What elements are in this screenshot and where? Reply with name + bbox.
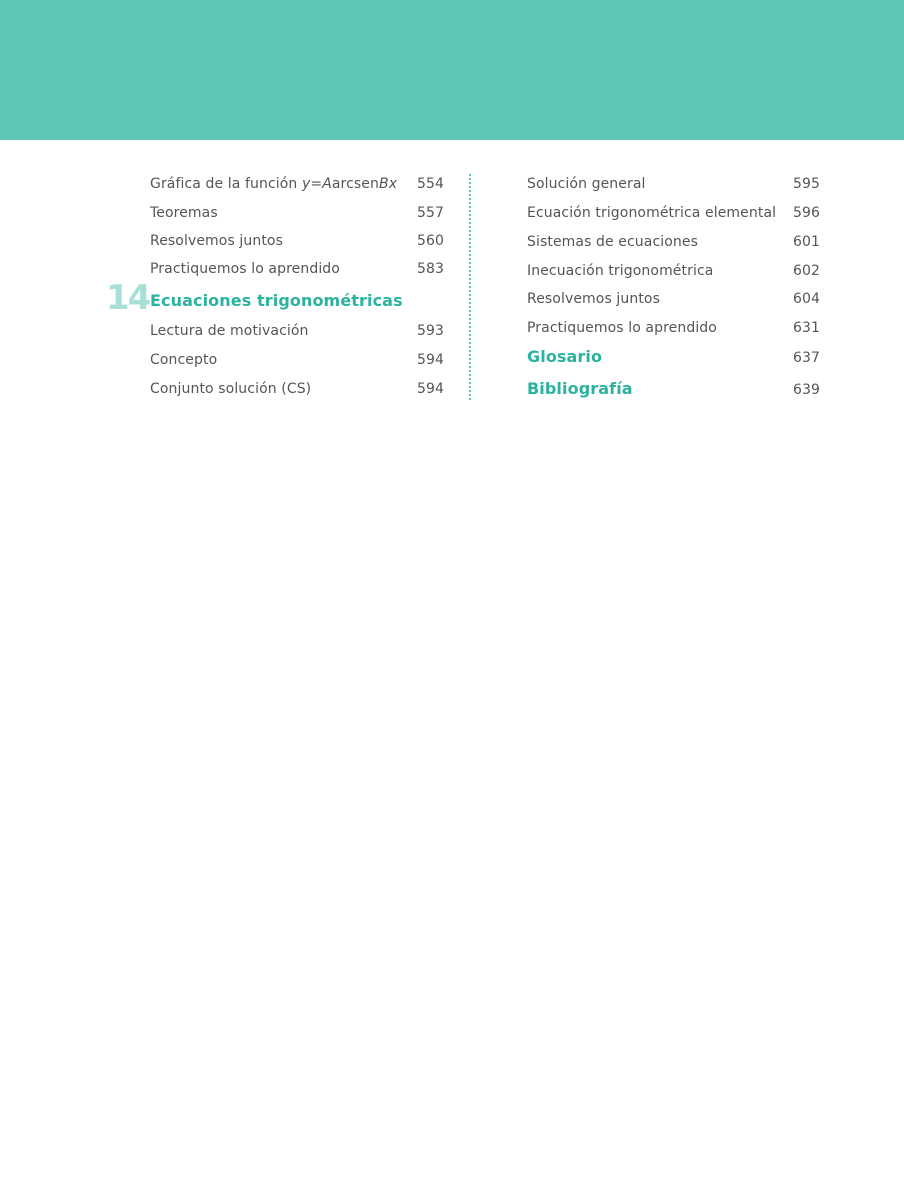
toc-entry-label: Teoremas	[150, 205, 218, 221]
toc-entry[interactable]	[150, 317, 444, 346]
toc-entry[interactable]	[527, 199, 820, 228]
toc-entry-page: 637	[792, 350, 820, 366]
toc-entry-label: Practiquemos lo aprendido	[150, 261, 340, 277]
section-glosario[interactable]	[527, 343, 820, 375]
toc-entry-label: Inecuación trigonométrica	[527, 263, 714, 279]
toc-entry-page: 604	[792, 291, 820, 307]
toc-entry-label: Sistemas de ecuaciones	[527, 234, 698, 250]
toc-entry[interactable]	[527, 285, 820, 314]
toc-entry-page: 631	[792, 320, 820, 336]
toc-entry-label: Lectura de motivación	[150, 323, 309, 339]
toc-entry-page: 560	[416, 233, 444, 249]
toc-entry-page: 557	[416, 205, 444, 221]
toc-entry[interactable]	[150, 227, 444, 255]
toc-entry[interactable]	[527, 314, 820, 343]
toc-entry-label: Resolvemos juntos	[150, 233, 283, 249]
toc-left-column	[106, 170, 444, 404]
section-title: Glosario	[527, 347, 603, 366]
toc-entry-label: Concepto	[150, 352, 218, 368]
toc-entry-label: Ecuación trigonométrica elemental	[527, 205, 777, 221]
column-divider	[469, 174, 471, 400]
toc-entry-label: Conjunto solución (CS)	[150, 381, 312, 397]
chapter-number: 14	[106, 278, 150, 318]
chapter-title: Ecuaciones trigonométricas	[150, 291, 403, 310]
toc-entry-page: 601	[792, 234, 820, 250]
toc-entry-label: Solución general	[527, 176, 646, 192]
toc-entry-page: 595	[792, 176, 820, 192]
toc-entry[interactable]	[150, 199, 444, 227]
toc-entry[interactable]	[150, 375, 444, 404]
toc-entry-page: 583	[416, 261, 444, 277]
chapter-heading[interactable]	[106, 278, 444, 318]
toc-entry-page: 594	[416, 381, 444, 397]
toc-entry-page: 639	[792, 382, 820, 398]
toc-entry-page: 554	[416, 176, 444, 192]
toc-entry[interactable]	[150, 346, 444, 375]
toc-entry-label: Gráfica de la función y=AarcsenBx	[150, 176, 398, 192]
toc-entry-page: 593	[416, 323, 444, 339]
toc-entry[interactable]	[527, 228, 820, 257]
section-bibliografia[interactable]	[527, 375, 820, 407]
section-title: Bibliografía	[527, 379, 633, 398]
toc-entry[interactable]	[150, 255, 444, 283]
toc-entry-label: Practiquemos lo aprendido	[527, 320, 717, 336]
toc-entry-label: Resolvemos juntos	[527, 291, 660, 307]
toc-right-column	[527, 170, 820, 407]
toc-entry[interactable]	[527, 170, 820, 199]
toc-entry-page: 602	[792, 263, 820, 279]
toc-entry[interactable]	[527, 257, 820, 285]
header-band	[0, 0, 904, 140]
toc-entry-page: 594	[416, 352, 444, 368]
toc-entry-page: 596	[792, 205, 820, 221]
toc-entry[interactable]	[150, 170, 444, 199]
